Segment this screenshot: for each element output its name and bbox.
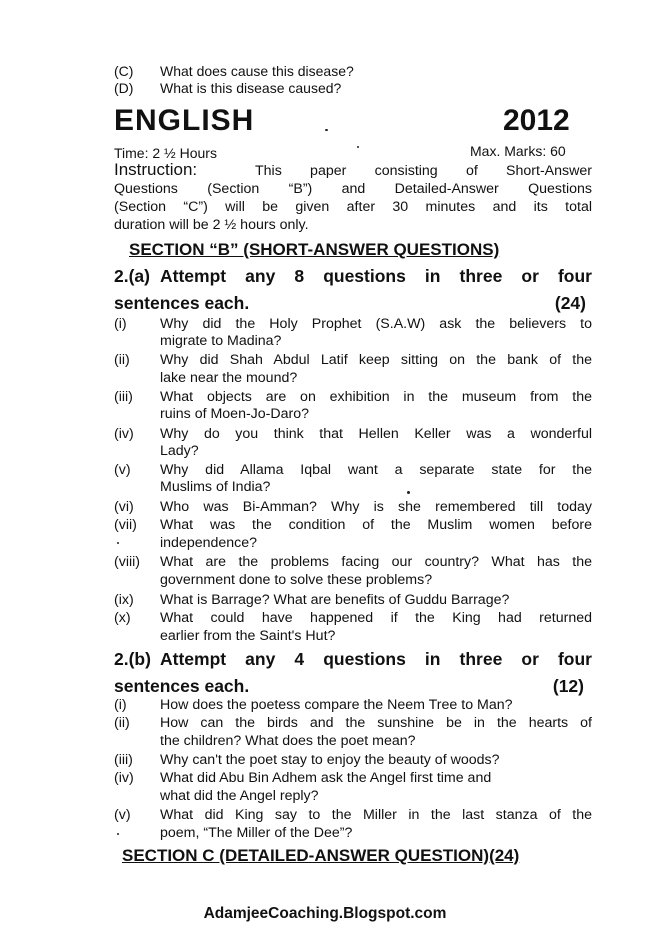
exam-year: 2012 xyxy=(503,104,570,137)
scan-speck xyxy=(117,833,119,835)
part-b-marks: (12) xyxy=(552,676,584,696)
part-a-label: 2.(a) xyxy=(114,266,150,286)
part-b-heading xyxy=(114,648,592,697)
part-a-heading-line-2: sentences each. xyxy=(114,293,250,313)
exam-page: (C) What does cause this disease? (D) What is this disease caused? ENGLISH 2012 Time: 2 ½ Hours Max. Marks: 60 Instruction: This paper consisting of Short-Answer Questions (Section “B”) and Detailed-Answer Questions (Section “C”) will be given after 30 minutes and its total duration will be 2 ½ hours only. SECTION “B” (SHORT-ANSWER QUESTIONS) 2.(a) Attempt any 8 questions in three or four sentences each. (24) (i) Why did the Holy Prophet (S.A.W) ask the believers to migrate to Madina? (ii) Why did Shah Abdul Latif keep sitting on the bank of the lake near the mound? (iii) What objects are on exhibition in the museum from the ruins of Moen-Jo-Daro? (iv) Why do you think that Hellen Keller was a wonderful Lady? (v) Why did Allama Iqbal want a separate state for the Muslims of India? (vi) Who was Bi-Amman? Why is she remembered till today (vii) What was the condition of the Muslim women before independence? (viii) What are the problems facing our country? What has the government done to solve these problems? (ix) What is Barrage? What are benefits of Guddu Barrage? (x) What could have happened if the King had returned earlier from the Saint's Hut? 2.(b) Attempt any 4 questions in three or four sentences each. (12) (i) How does the poetess compare the Neem Tree to Man? (ii) How can the birds and the sunshine be in the hearts of the children? What does the poet mean? (iii) Why can't the poet stay to enjoy the beauty of woods? (iv) What did Abu Bin Adhem ask the Angel first time and what did the Angel reply? (v) What did King say to the Miller in the last stanza of the poem, “The Miller of the Dee”? SECTION C (DETAILED-ANSWER QUESTION)(24) AdamjeeCoaching.Blogspot.com xyxy=(0,0,650,930)
scan-speck xyxy=(117,542,119,544)
scan-speck xyxy=(325,129,328,131)
part-b-heading-line-2: sentences each. xyxy=(114,676,250,696)
instruction-line-1: This paper consisting of Short-Answer xyxy=(255,163,592,179)
instruction-line-2: Questions (Section “B”) and Detailed-Answer Questions xyxy=(114,181,592,197)
part-b-heading-line-1: Attempt any 4 questions in three or four xyxy=(160,649,592,669)
instruction-label: Instruction: xyxy=(114,160,198,179)
instruction-line-3: (Section “C”) will be given after 30 minutes and its total xyxy=(114,199,592,215)
max-marks: Max. Marks: 60 xyxy=(470,143,566,159)
time-allowed: Time: 2 ½ Hours xyxy=(114,145,217,161)
section-c-heading: SECTION C (DETAILED-ANSWER QUESTION)(24) xyxy=(122,846,520,865)
part-a-marks: (24) xyxy=(554,293,586,313)
section-b-heading: SECTION “B” (SHORT-ANSWER QUESTIONS) xyxy=(129,240,500,259)
footer-website: AdamjeeCoaching.Blogspot.com xyxy=(203,905,447,922)
option-c: (C) What does cause this disease? xyxy=(114,63,354,79)
subject-title: ENGLISH xyxy=(114,104,255,137)
part-a-heading xyxy=(114,265,592,314)
part-b-label: 2.(b) xyxy=(114,649,151,669)
instruction-line-4: duration will be 2 ½ hours only. xyxy=(114,217,309,233)
option-d: (D) What is this disease caused? xyxy=(114,80,342,96)
instruction-block xyxy=(114,162,592,234)
scan-speck xyxy=(357,146,359,148)
part-a-heading-line-1: Attempt any 8 questions in three or four xyxy=(160,266,592,286)
scan-speck xyxy=(407,491,410,494)
